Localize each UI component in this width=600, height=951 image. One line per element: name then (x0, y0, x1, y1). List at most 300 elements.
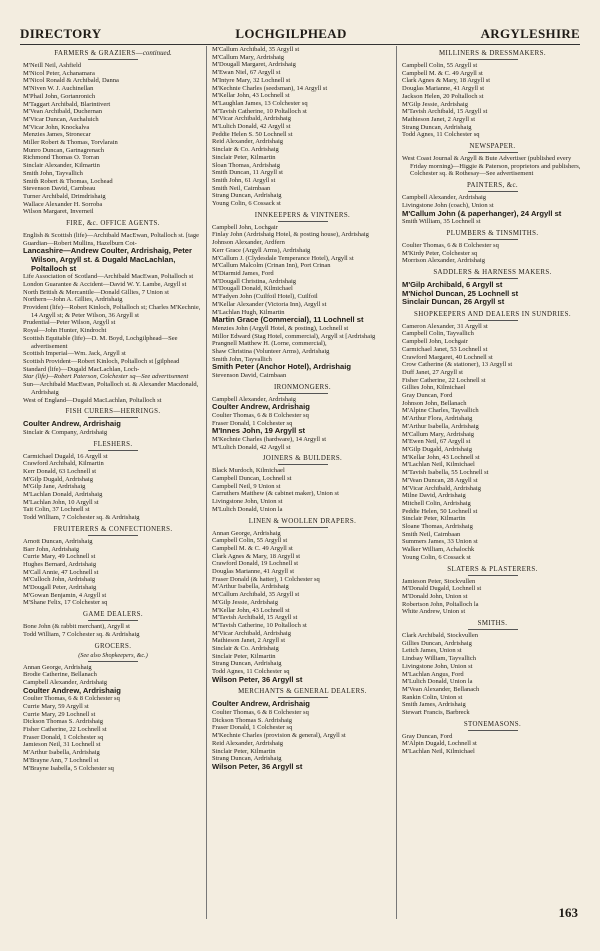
section-title-text: STONEMASONS. (463, 720, 522, 728)
directory-entry: M'Shane Felix, 17 Colchester sq (23, 599, 108, 607)
directory-section (402, 229, 583, 265)
directory-entry: Strang Duncan, Ardrishaig (402, 123, 472, 131)
header-right: ARGYLESHIRE (480, 26, 580, 41)
directory-entry: Dickson Thomas S. Ardrishaig (23, 718, 104, 726)
directory-entry: Gray Duncan, Ford (402, 732, 453, 740)
directory-entry: M'Arthur Isabella, Ardrishaig (402, 422, 479, 430)
directory-entry: Stewart Francis, Barbreck (402, 709, 470, 717)
directory-entry: M'Phail John, Gortanronich (23, 92, 96, 100)
directory-section (23, 440, 203, 522)
directory-entry: M'Tavish Catherine, 10 Poltalloch st (212, 621, 307, 629)
directory-entry: Fisher Catherine, 22 Lochnell st (23, 726, 107, 734)
section-title-text: SLATERS & PLASTERERS. (447, 565, 538, 573)
directory-entry: M'Tavish Catherine, 10 Poltalloch st (212, 107, 307, 115)
directory-entry: Northern—John A. Gillies, Ardrishaig (23, 296, 123, 304)
directory-entry: Tait Colin, 37 Lochnell st (23, 506, 90, 514)
directory-entry: Crawford Archibald, Kilmartin (23, 460, 104, 468)
directory-entry: Campbell M. & C. 49 Argyll st (402, 69, 483, 77)
directory-entry: Coulter Andrew, Ardrishaig (212, 699, 310, 709)
section-rule (468, 278, 518, 279)
directory-entry: Hughes Bernard, Ardrishaig (23, 560, 97, 568)
directory-entry: M'Vicar Duncan, Auchaluich (23, 115, 99, 123)
directory-entry: Fraser Donald, 1 Colchester sq (23, 733, 104, 741)
directory-entry: Guardian—Robert Mullins, Hazelburn Cot- (23, 239, 137, 247)
directory-entry: Summers James, 33 Union st (402, 538, 478, 546)
directory-section (23, 610, 203, 638)
directory-entry: Leitch James, Union st (402, 647, 462, 655)
directory-section (402, 268, 583, 307)
section-rule (88, 535, 138, 536)
section-title (402, 619, 583, 628)
directory-entry: Sun—Archibald MacEwan, Poltalloch st. & Alexander Macdonald, Ardrishaig (23, 381, 199, 396)
section-title-text: SMITHS. (477, 620, 508, 628)
directory-entry: Walker William, Achalochk (402, 546, 475, 554)
directory-entry: M'Taggart Archibald, Blarintivert (23, 100, 111, 108)
header-center: LOCHGILPHEAD (235, 26, 347, 41)
directory-entry: M'Vicar Archibald, Ardrishaig (212, 629, 291, 637)
directory-entry: M'Callum Mary, Ardrishaig (402, 430, 475, 438)
section-rule (278, 221, 328, 222)
directory-entry: M'Callum Malcolm (Crinan Inn), Port Crinan (212, 262, 331, 270)
section-title (23, 219, 203, 228)
directory-section (402, 310, 583, 562)
directory-columns (20, 46, 588, 919)
section-title-text: LINEN & WOOLLEN DRAPERS. (248, 517, 357, 525)
directory-entry: M'Neill Neil, Ashfield (23, 62, 82, 69)
section-title (402, 310, 583, 319)
directory-entry: M'Lachlan John, 10 Argyll st (23, 498, 99, 506)
directory-entry: Jamieson Peter, Stockvullen (402, 577, 476, 585)
directory-entry: M'Vean Duncan, 28 Argyll st (402, 476, 478, 484)
directory-entry: Campbell Alexander, Ardrishaig (23, 678, 108, 686)
directory-entry: M'Gilp Dugald, Ardrishaig (402, 445, 472, 453)
section-title (212, 454, 393, 463)
directory-entry: M'Lachlan Donald, Ardrishaig (23, 491, 103, 499)
directory-entry: Bone John (& rabbit merchant), Argyll st (23, 623, 130, 631)
section-title (23, 642, 203, 651)
directory-entry: Carmichael Dugald, 16 Argyll st (23, 452, 108, 460)
directory-entry: Smith William, 35 Lochnell st (402, 218, 481, 226)
directory-entry: M'Arthur Flora, Ardrishaig (402, 415, 473, 423)
directory-entry: Scottish Imperial—Wm. Jack, Argyll st (23, 350, 126, 358)
directory-entry: M'Gilp Jessie, Ardrishaig (402, 100, 468, 108)
directory-entry: M'Ewan Niel, 67 Argyll st (212, 69, 281, 77)
directory-entry: Sinclair Peter, Kilmartin (402, 515, 466, 523)
directory-entry: M'Gilp Dugald, Ardrishaig (23, 475, 93, 483)
directory-entry: Coulter Andrew, Ardrishaig (212, 402, 310, 412)
section-title-text: PAINTERS, &c. (466, 182, 519, 190)
directory-entry: Annan George, Ardrishaig (212, 529, 281, 537)
directory-entry: M'Lulich Donald, Union la (212, 505, 283, 513)
directory-entry: Sinclair & Company, Ardrishaig (23, 428, 108, 436)
directory-entry: Smith Neil, Cairnbaan (212, 184, 271, 192)
directory-entry: M'Gilp Jane, Ardrishaig (23, 483, 86, 491)
directory-entry: Sinclair Peter, Kilmartin (212, 652, 276, 660)
section-title (402, 181, 583, 190)
directory-entry: M'Tavish Archibald, 15 Argyll st (212, 614, 298, 622)
directory-entry: English & Scottish (life)—Archibald MacEwan, Poltalloch st. [tage (23, 232, 200, 240)
directory-entry: M'Alpine Charles, Tayvallich (402, 407, 479, 415)
directory-entry: Mitchell Colin, Ardrishaig (402, 499, 471, 507)
directory-entry: M'Kechnie Charles (hardware), 14 Argyll st (212, 435, 327, 443)
section-title (402, 49, 583, 58)
directory-entry: Strang Duncan, Ardrishaig (212, 660, 282, 668)
directory-entry: Smith Robert & Thomas, Lochead (23, 177, 113, 185)
section-title (402, 565, 583, 574)
section-title (23, 440, 203, 449)
directory-entry: Currie Mary, 49 Lochnell st (23, 553, 96, 561)
section-title-text: MILLINERS & DRESSMAKERS. (438, 50, 547, 57)
directory-entry: Miller Robert & Thomas, Torvlarain (23, 139, 118, 147)
section-rule (468, 59, 518, 60)
directory-entry: M'Laughlan James, 13 Colchester sq (212, 99, 308, 107)
directory-entry: Scottish Provident—Robert Kinloch, Poltalloch st [gilphead (23, 357, 180, 365)
directory-entry: M'Intyre Mary, 32 Lochnell st (212, 76, 291, 84)
section-title-text: FRUITERERS & CONFECTIONERS. (53, 525, 173, 533)
directory-entry: Campbell Duncan, Lochnell st (212, 475, 292, 483)
directory-entry: Stevenson David, Carnbeau (23, 185, 96, 193)
directory-entry: Carmichael Janet, 53 Lochnell st (402, 345, 488, 353)
directory-entry: M'Callum Archibald, 35 Argyll st (212, 591, 300, 599)
section-title-text: SHOPKEEPERS AND DEALERS IN SUNDRIES. (413, 310, 571, 318)
directory-entry: Todd Agnes, 11 Colchester sq (402, 131, 480, 139)
directory-entry: M'Donald Dugald, Lochnell st (402, 585, 482, 593)
directory-entry: West Coast Journal & Argyll & Bute Advertiser (published every Friday morning)—Higgie & Paterson, proprietors and publishers, Colchester sq. & Rothesay—See advertisement (402, 155, 581, 178)
section-title (212, 383, 393, 392)
section-rule (468, 730, 518, 731)
directory-entry: Lancashire—Andrew Coulter, Ardrishaig, Peter Wilson, Argyll st. & Dugald MacLachlan, Poltalloch st (23, 246, 192, 273)
directory-entry: Robertson John, Poltalloch la (402, 600, 479, 608)
directory-entry: M'Gilp Archibald, 6 Argyll st (402, 279, 503, 289)
directory-entry: M'Callum J. (Clydesdale Temperance Hotel), Argyll st (212, 254, 354, 262)
section-title (23, 610, 203, 619)
directory-entry: M'Callum John (& paperhanger), 24 Argyll st (402, 208, 562, 218)
directory-entry: Reid Alexander, Ardrishaig (212, 739, 284, 747)
directory-section (402, 181, 583, 226)
directory-section (402, 142, 583, 178)
directory-entry: Livingstone John, Union st (212, 498, 283, 506)
directory-entry: Finlay John (Ardrishaig Hotel, & posting house), Ardrishaig (212, 231, 369, 239)
directory-entry: Sinclair & Co. Ardrishaig (212, 146, 279, 154)
directory-entry: Munro Duncan, Gartnagrenach (23, 146, 105, 154)
directory-entry: Campbell M. & C. 49 Argyll st (212, 544, 293, 552)
directory-entry: M'Vean Archibald, Duchernan (23, 108, 102, 116)
section-title (23, 525, 203, 534)
directory-entry: Jamieson Neil, 31 Lochnell st (23, 741, 101, 749)
directory-entry: Douglas Marianne, 41 Argyll st (402, 85, 485, 93)
section-rule (278, 697, 328, 698)
directory-entry: Barr John, Ardrishaig (23, 545, 80, 553)
directory-entry: Sloane Thomas, Ardrishaig (402, 523, 473, 531)
directory-section (212, 211, 393, 380)
directory-section (23, 525, 203, 607)
directory-entry: Crow Catherine (& stationer), 13 Argyll st (402, 361, 513, 369)
directory-entry: Arnott Duncan, Ardrishaig (23, 537, 93, 545)
directory-entry: Clark Agnes & Mary, 18 Argyll st (402, 77, 491, 85)
directory-entry: Smith John, 61 Argyll st (212, 176, 276, 184)
section-title (23, 407, 203, 416)
directory-entry: Carruthers Matthew (& cabinet maker), Union st (212, 490, 339, 498)
directory-entry: Crawford Donald, 19 Lochnell st (212, 560, 299, 568)
directory-entry: Peddie Helen S. 50 Lochnell st (212, 130, 293, 138)
directory-entry: Prangnell Matthew H. (Lorne, commercial), (212, 340, 327, 348)
directory-entry: Coulter Andrew, Ardrishaig (23, 419, 121, 429)
section-rule (278, 464, 328, 465)
directory-entry: Brodie Catherine, Bellanach (23, 671, 97, 679)
directory-entry: Menzies James, Stronecar (23, 131, 91, 139)
directory-entry: Campbell Colin, Tayvallich (402, 330, 474, 338)
directory-entry: M'Vean Alexander, Bellanach (402, 685, 480, 693)
section-rule (88, 229, 138, 230)
directory-entry: Smith Peter (Anchor Hotel), Ardrishaig (212, 362, 351, 372)
directory-entry: M'Dougall Margaret, Ardrishaig (212, 61, 296, 69)
directory-entry: Strang Duncan, Ardrishaig (212, 192, 282, 200)
directory-entry: M'Lulich Donald, Union la (402, 678, 473, 686)
section-rule (468, 629, 518, 630)
directory-entry: M'Dougall Donald, Kilmichael (212, 285, 293, 293)
directory-entry: Fraser Donald (& hatter), 1 Colchester sq (212, 575, 320, 583)
directory-entry: Life Association of Scotland—Archibald MacEwan, Poltalloch st (23, 273, 194, 281)
directory-entry: M'Vicar Archibald, Ardrishaig (402, 484, 481, 492)
column-middle (209, 46, 397, 919)
directory-entry: M'Tavish Archibald, 15 Argyll st (402, 108, 488, 116)
directory-entry: Gray Duncan, Ford (402, 392, 453, 400)
directory-entry: Todd William, 7 Colchester sq. & Ardrishaig (23, 630, 140, 638)
directory-entry: Lindsay William, Tayvallich (402, 655, 476, 663)
directory-entry: Turner Archibald, Drimdrishaig (23, 192, 106, 200)
directory-entry: Cameron Alexander, 31 Argyll st (402, 322, 488, 330)
directory-entry: Stevenson David, Cairnbaan (212, 371, 287, 379)
directory-entry: Campbell John, Lochgair (212, 223, 278, 231)
directory-entry: M'Diarmid James, Ford (212, 269, 274, 277)
directory-entry: Todd William, 7 Colchester sq. & Ardrishaig (23, 514, 140, 522)
directory-entry: M'Kellar Alexander (Victoria Inn), Argyll st (212, 300, 327, 308)
directory-entry: Reid Alexander, Ardrishaig (212, 138, 284, 146)
section-title-text: MERCHANTS & GENERAL DEALERS. (238, 688, 367, 696)
directory-entry: London Guarantee & Accident—David W. Y. Lambe, Argyll st (23, 280, 187, 288)
directory-entry: Mathieson Janet, 2 Argyll st (402, 115, 476, 123)
section-title (212, 687, 393, 696)
directory-entry: M'Nicol Ronald & Archibald, Danna (23, 77, 119, 85)
directory-entry: Sinclair Alexander, Kilmartin (23, 162, 100, 170)
directory-entry: M'Kellar John, 43 Lochnell st (402, 453, 480, 461)
directory-entry: Coulter Thomas, 6 & 8 Colchester sq (212, 709, 309, 717)
directory-entry: Sinclair & Co. Ardrishaig (212, 645, 279, 653)
directory-entry: Sinclair Duncan, 26 Argyll st (402, 297, 505, 307)
directory-entry: Campbell Alexander, Ardrishaig (402, 194, 487, 202)
directory-section (402, 49, 583, 139)
directory-entry: M'Nicol Peter, Achanamara (23, 69, 95, 77)
directory-entry: Scottish Equitable (life)—D. M. Boyd, Lochgilphead—See advertisement (23, 334, 178, 350)
directory-entry: Mathieson Janet, 2 Argyll st (212, 637, 286, 645)
directory-entry: M'Vicar Archibald, Ardrishaig (212, 115, 291, 123)
directory-entry: M'Gilp Jessie, Ardrishaig (212, 598, 278, 606)
directory-entry: Gillies Duncan, Ardrishaig (402, 639, 472, 647)
directory-entry: Fraser Donald, 1 Colchester sq (212, 724, 293, 732)
directory-entry: Coulter Thomas, 6 & 8 Colchester sq (23, 695, 120, 703)
directory-entry: Rankin Colin, Union st (402, 693, 463, 701)
directory-entry: Gillies John, Kilmichael (402, 384, 466, 392)
directory-section (212, 687, 393, 771)
directory-entry: M'Arthur Isabella, Ardrishaig (23, 749, 100, 757)
directory-entry: Campbell Neil, 9 Union st (212, 482, 281, 490)
directory-entry: M'Tavish Isabella, 55 Lochnell st (402, 469, 489, 477)
directory-entry: Coulter Andrew, Ardrishaig (23, 685, 121, 695)
directory-entry: Duff Janet, 27 Argyll st (402, 368, 463, 376)
directory-entry: Martin Grace (Commercial), 11 Lochnell st (212, 315, 364, 325)
directory-entry: Royal—John Hunter, Kindrocht (23, 327, 107, 335)
directory-section (212, 454, 393, 513)
directory-entry: M'Lachlan Neil, Kilmichael (402, 461, 475, 469)
directory-entry: Millor Edward (Stag Hotel, commercial), Argyll st [Ardrishaig (212, 332, 376, 340)
header-left: DIRECTORY (20, 26, 102, 41)
directory-entry: M'Donald John, Union st (402, 592, 468, 600)
directory-entry: M'Kellar John, 43 Lochnell st (212, 92, 290, 100)
section-title-text: INNKEEPERS & VINTNERS. (254, 211, 351, 219)
directory-entry: Currie Mary, 29 Lochnell st (23, 710, 96, 718)
directory-entry: M'Callum Archibald, 35 Argyll st (212, 46, 300, 53)
section-rule (88, 450, 138, 451)
directory-entry: Black Murdoch, Kilmichael (212, 467, 285, 475)
directory-entry: White Andrew, Union st (402, 608, 466, 616)
directory-entry: M'Ewen Neil, 67 Argyll st (402, 438, 471, 446)
directory-entry: Johnson Alexander, Ardfern (212, 239, 285, 247)
directory-entry: M'Niven W. J. Auchinellan (23, 85, 94, 93)
directory-section (402, 565, 583, 617)
directory-section (212, 46, 393, 208)
directory-section (23, 642, 203, 773)
directory-section (402, 720, 583, 756)
directory-entry: Standard (life)—Dugald MacLachlan, Loch- (23, 365, 140, 373)
directory-entry: M'Kechnie Charles (provision & general), Argyll st (212, 732, 346, 740)
directory-entry: Richmond Thomas O. Torran (23, 154, 100, 162)
section-rule (88, 620, 138, 621)
directory-entry: Star (life)—Robert Paterson, Colchester sq—See advertisement (23, 373, 189, 381)
section-rule (278, 393, 328, 394)
directory-entry: Menzies John (Argyll Hotel, & posting), Lochnell st (212, 324, 349, 332)
directory-entry: M'Dougall Christina, Ardrishaig (212, 277, 297, 285)
directory-entry: Strang Duncan, Ardrishaig (212, 755, 282, 763)
section-title (212, 211, 393, 220)
directory-entry: Smith John, Tayvallich (23, 169, 83, 177)
directory-entry: Clark Agnes & Mary, 18 Argyll st (212, 552, 301, 560)
directory-entry: M'Lulich Donald, 42 Argyll st (212, 123, 291, 131)
directory-entry: Kerr Grace (Argyll Arms), Ardrishaig (212, 246, 311, 254)
directory-entry: Livingstone John (coach), Union st (402, 201, 494, 209)
directory-entry: Johnson John, Bellanach (402, 399, 467, 407)
directory-entry: Todd Agnes, 11 Colchester sq (212, 668, 290, 676)
directory-section (23, 49, 203, 216)
directory-entry: Sinclair Peter, Kilmartin (212, 153, 276, 161)
running-head (20, 26, 580, 45)
section-title-text: FIRE, &c. OFFICE AGENTS. (66, 220, 160, 228)
directory-entry: Smith John, Tayvallich (212, 355, 272, 363)
section-title-text: NEWSPAPER. (469, 143, 516, 151)
section-title-text: JOINERS & BUILDERS. (262, 455, 343, 463)
directory-entry: M'Lachlan Neil, Kilmichael (402, 748, 475, 756)
directory-entry: M'Brayne Isabella, 5 Colchester sq (23, 764, 114, 772)
directory-entry: Wilson Margaret, Inverneil (23, 208, 94, 216)
section-subtitle: (See also Shopkeepers, &c.) (78, 651, 148, 659)
directory-entry: Currie Mary, 59 Argyll st (23, 702, 89, 710)
directory-section (212, 383, 393, 452)
directory-entry: M'Call Annie, 47 Lochnell st (23, 568, 99, 576)
section-title-text: FLESHERS. (93, 440, 133, 448)
section-title (402, 142, 583, 151)
section-title (402, 720, 583, 729)
directory-entry: M'Dougall Peter, Ardrishaig (23, 584, 97, 592)
section-rule (88, 417, 138, 418)
directory-entry: M'Kellar John, 43 Lochnell st (212, 606, 290, 614)
section-title-text: PLUMBERS & TINSMITHS. (446, 229, 539, 237)
directory-entry: Campbell Colin, 55 Argyll st (212, 537, 288, 545)
section-title (402, 268, 583, 277)
section-title (23, 49, 203, 58)
directory-entry: Prudential—Peter Wilson, Argyll st (23, 319, 116, 327)
directory-entry: West of England—Dugald MacLachlan, Poltalloch st (23, 396, 162, 404)
directory-entry: M'Fadyen John (Cuilfoil Hotel), Cuilfoil (212, 293, 318, 301)
directory-entry: M'Alpin Dugald, Lochnell st (402, 740, 477, 748)
directory-entry: Douglas Marianne, 41 Argyll st (212, 568, 295, 576)
directory-entry: Young Colin, 6 Cossack st (402, 553, 471, 561)
directory-entry: M'Culloch John, Ardrishaig (23, 576, 96, 584)
directory-entry: M'Lachlan Hugh, Kilmartin (212, 308, 285, 316)
directory-entry: Morrison Alexander, Ardrishaig (402, 257, 485, 265)
directory-entry: Dickson Thomas S. Ardrishaig (212, 716, 293, 724)
directory-entry: Kerr Donald, 63 Lochnell st (23, 467, 97, 475)
directory-entry: Coulter Thomas, 6 & 8 Colchester sq (402, 241, 499, 249)
section-rule (278, 527, 328, 528)
directory-entry: M'Kechnie Charles (seedsman), 14 Argyll st (212, 84, 328, 92)
directory-entry: Campbell Colin, 55 Argyll st (402, 62, 478, 69)
directory-section (212, 517, 393, 685)
section-title-text: FISH CURERS—HERRINGS. (65, 408, 161, 416)
column-right (399, 46, 586, 919)
section-rule (468, 575, 518, 576)
directory-entry: Crawford Margaret, 40 Lochnell st (402, 353, 493, 361)
section-title-text: GROCERS. (94, 642, 132, 650)
directory-entry: Fraser Donald, 1 Colchester sq (212, 419, 293, 427)
section-continued: continued. (142, 50, 172, 57)
section-rule (468, 239, 518, 240)
directory-entry: Jackson Helen, 20 Poltalloch st (402, 92, 484, 100)
directory-entry: M'Lulich Donald, 42 Argyll st (212, 443, 291, 451)
directory-entry: Campbell John, Lochgair (402, 338, 468, 346)
directory-entry: Wilson Peter, 36 Argyll st (212, 762, 303, 771)
directory-entry: Wilson Peter, 36 Argyll st (212, 674, 303, 684)
directory-section (23, 219, 203, 404)
directory-entry: Wallace Alexander H. Sorroba (23, 200, 103, 208)
directory-entry: Annan George, Ardrishaig (23, 663, 92, 671)
directory-entry: Milne David, Ardrishaig (402, 492, 466, 500)
directory-entry: Clark Archibald, Stockvullen (402, 632, 479, 640)
directory-entry: M'Arthur Isabella, Ardrishaig (212, 583, 289, 591)
directory-entry: Provident (life)—Robert Kinloch, Poltalloch st; Charles M'Kechnie, 14 Argyll st; & Peter Wilson, 36 Argyll st (23, 304, 201, 319)
section-title-text: SADDLERS & HARNESS MAKERS. (433, 268, 552, 276)
directory-entry: North British & Mercantile—Donald Gillies, 7 Union st (23, 288, 169, 296)
section-title (212, 517, 393, 526)
directory-entry: M'Nichol Duncan, 25 Lochnell st (402, 288, 519, 298)
section-title-text: FARMERS & GRAZIERS— (54, 50, 143, 57)
directory-entry: M'Innes John, 19 Argyll st (212, 426, 306, 436)
column-left (20, 46, 207, 919)
directory-section (23, 407, 203, 436)
directory-entry: Livingstone John, Union st (402, 662, 473, 670)
directory-entry: Coulter Thomas, 6 & 8 Colchester sq (212, 411, 309, 419)
section-rule (468, 191, 518, 192)
directory-entry: Campbell Alexander, Ardrishaig (212, 395, 297, 403)
section-rule (468, 320, 518, 321)
